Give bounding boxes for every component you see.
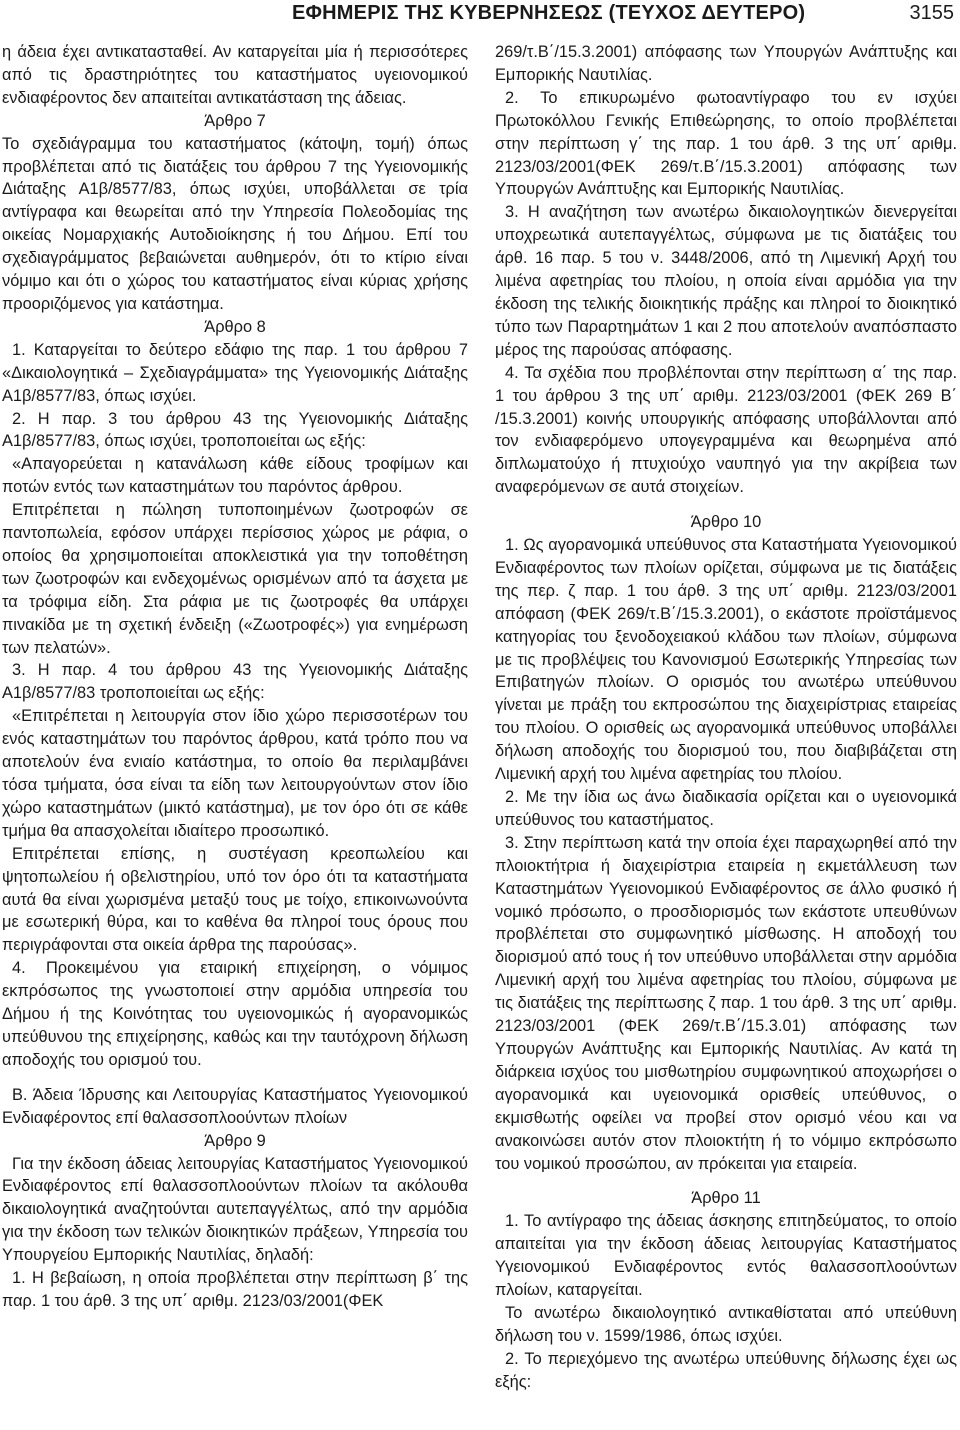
- paragraph: η άδεια έχει αντικατασταθεί. Αν καταργείται μία ή περισσότερες από τις δραστηριότητες του καταστήματος υγειονομικού ενδιαφέροντος δεν απαιτείται αντικατάσταση της άδειας.: [2, 43, 468, 107]
- paragraph: 1. Η βεβαίωση, η οποία προβλέπεται στην περίπτωση β΄ της παρ. 1 του άρθ. 3 της υπ΄ αριθμ. 2123/03/2001(ΦΕΚ: [2, 1269, 468, 1310]
- paragraph: Επιτρέπεται η πώληση τυποποιημένων ζωοτροφών σε παντοπωλεία, εφόσον υπάρχει περίσσιος χώρος με ράφια, ο οποίος θα χρησιμοποιείται αποκλειστικά για την τοποθέτηση των ζωοτροφών και ενδεχομένως ορισμένων από τα άσχετα με τα τρόφιμα είδη. Στα ράφια με τις ζωοτροφές θα υπάρχει πινακίδα με τη σχετική ένδειξη («Ζωοτροφές») για ενημέρωση των πελατών».: [2, 501, 468, 657]
- paragraph: Το σχεδιάγραμμα του καταστήματος (κάτοψη, τομή) όπως προβλέπεται από τις διατάξεις του άρθρου 7 της Υγειονομικής Διάταξης Α1β/8577/83, όπως ισχύει, υποβάλλεται σε τρία αντίγραφα και θεωρείται από την Υπηρεσία Πολεοδομίας της οικείας Νομαρχιακής Αυτοδιοίκησης ή του Δήμου. Επί του σχεδιαγράμματος βεβαιώνεται αυθημερόν, ότι το κτίριο είναι νόμιμο και ότι ο χώρος του καταστήματος είναι κύριας χρήσης προοριζόμενος για κατάστημα.: [2, 134, 468, 313]
- paragraph: 1. Το αντίγραφο της άδειας άσκησης επιτηδεύματος, το οποίο απαιτείται για την έκδοση άδειας λειτουργίας Καταστήματος Υγειονομικού Ενδιαφέροντος εντός θαλασσοπλοούντων πλοίων, καταργείται.: [495, 1212, 957, 1300]
- article-9-heading: Άρθρο 9: [204, 1131, 266, 1150]
- paragraph: Το ανωτέρω δικαιολογητικό αντικαθίσταται από υπεύθυνη δήλωση του ν. 1599/1986, όπως ισχύει.: [495, 1303, 957, 1345]
- left-column: [2, 41, 468, 1313]
- page-number: 3155: [909, 2, 954, 24]
- paragraph: 2. Το περιεχόμενο της ανωτέρω υπεύθυνης δήλωσης έχει ως εξής:: [495, 1349, 957, 1391]
- page-header: [0, 0, 960, 40]
- article-11-heading: Άρθρο 11: [691, 1189, 761, 1208]
- paragraph: 4. Τα σχέδια που προβλέπονται στην περίπτωση α΄ της παρ. 1 του άρθρου 3 της υπ΄ αριθμ. 2123/03/2001 (ΦΕΚ 269 Β΄ /15.3.2001) κοινής υπουργικής απόφασης υποβάλλονται από τον ενδιαφερόμενο υπογεγραμμένα και θεωρημένα από διπλωματούχο ή πτυχιούχο ναυπηγό για την ακρίβεια των αναφερόμενων σε αυτά στοιχείων.: [495, 363, 957, 497]
- paragraph: 1. Ως αγορανομικά υπεύθυνος στα Καταστήματα Υγειονομικού Ενδιαφέροντος των πλοίων ορίζεται, σύμφωνα με τις διατάξεις της περ. ζ παρ. 1 του άρθ. 3 της υπ΄ αριθμ. 2123/03/2001 απόφαση (ΦΕΚ 269/τ.Β΄/15.3.2001), ο εκάστοτε προϊστάμενος κατηγορίας του ξενοδοχειακού κλάδου των πλοίων, σύμφωνα με τις προβλέψεις του Κανονισμού Εσωτερικής Υπηρεσίας των Επιβατηγών πλοίων. Ο ορισμός του ανωτέρω υπεύθυνου γίνεται με πράξη του εκπροσώπου της διαχειρίστριας εταιρείας του πλοίου. Ο ορισθείς ως αγορανομικά υπεύθυνος υποβάλλει δήλωση αποδοχής του διορισμού του, που διαβιβάζεται στη Λιμενική αρχή του λιμένα αφετηρίας του πλοίου.: [495, 536, 957, 784]
- paragraph: Επιτρέπεται επίσης, η συστέγαση κρεοπωλείου και ψητοπωλείου ή οβελιστηρίου, υπό τον όρο ότι τα καταστήματα αυτά θα είναι χωρισμένα μεταξύ τους με τοίχο, επικοινωνούντα με εσωτερική θύρα, και το καθένα θα πληροί τους όρους που περιγράφονται στα οικεία άρθρα της παρούσας».: [2, 844, 468, 955]
- section-b-heading: Β. Άδεια Ίδρυσης και Λειτουργίας Καταστήματος Υγειονομικού Ενδιαφέροντος επί θαλασσοπλοούντων πλοίων: [2, 1085, 468, 1127]
- paragraph: 2. Το επικυρωμένο φωτοαντίγραφο του εν ισχύει Πρωτοκόλλου Γενικής Επιθεώρησης, το οποίο προβλέπεται στην περίπτωση γ΄ της παρ. 1 του άρθ. 3 της υπ΄ αριθμ. 2123/03/2001(ΦΕΚ 269/τ.Β΄/15.3.2001) απόφασης των Υπουργών Ανάπτυξης και Εμπορικής Ναυτιλίας.: [495, 88, 957, 199]
- article-10-heading: Άρθρο 10: [690, 513, 762, 532]
- gazette-title: ΕΦΗΜΕΡΙΣ ΤΗΣ ΚΥΒΕΡΝΗΣΕΩΣ (ΤΕΥΧΟΣ ΔΕΥΤΕΡΟ): [292, 2, 806, 24]
- paragraph: 3. Στην περίπτωση κατά την οποία έχει παραχωρηθεί από την πλοιοκτήτρια ή διαχειρίστρια εταιρεία η εκμετάλλευση των Καταστημάτων Υγειονομικού Ενδιαφέροντος σε άλλο φυσικό ή νομικό πρόσωπο, ο προσδιορισμός των εκάστοτε υπευθύνων προβλέπεται στο συμφωνητικό μίσθωσης. Η αποδοχή του διορισμού από τους ή τον υπεύθυνο υποβάλλεται στην αρμόδια Λιμενική αρχή του λιμένα αφετηρίας του πλοίου, σύμφωνα με τις διατάξεις της περίπτωσης ζ παρ. 1 του άρθ. 3 της υπ΄ αριθμ. 2123/03/2001 (ΦΕΚ 269/τ.Β΄/15.3.01) απόφασης των Υπουργών Ανάπτυξης και Εμπορικής Ναυτιλίας. Αν κατά τη διάρκεια ισχύος του μισθωτηρίου συμφωνητικού αποχωρήσει ο αγορανομικά και υγειονομικά ορισθείς υπεύθυνος, ο εκμισθωτής οφείλει να προβεί στον ορισμό νέου και να ανακοινώσει αυτόν στον πλοιοκτήτη ή το νόμιμο εκπρόσωπο του νομικού προσώπου, αν πρόκειται για εταιρεία.: [495, 833, 957, 1173]
- paragraph: «Απαγορεύεται η κατανάλωση κάθε είδους τροφίμων και ποτών εντός των καταστημάτων του παρόντος άρθρου.: [2, 455, 468, 497]
- paragraph: 269/τ.Β΄/15.3.2001) απόφασης των Υπουργών Ανάπτυξης και Εμπορικής Ναυτιλίας.: [495, 43, 957, 84]
- paragraph: 3. Η παρ. 4 του άρθρου 43 της Υγειονομικής Διάταξης Α1β/8577/83 τροποποιείται ως εξής:: [2, 661, 468, 703]
- article-8-heading: Άρθρο 8: [204, 317, 266, 336]
- paragraph: Για την έκδοση άδειας λειτουργίας Καταστήματος Υγειονομικού Ενδιαφέροντος επί θαλασσοπλοούντων πλοίων τα ακόλουθα δικαιολογητικά αναζητούνται αυτεπαγγέλτως, από την αρμόδια για την έκδοση των τελικών διοικητικών πράξεων, Υπηρεσία του Υπουργείου Εμπορικής Ναυτιλίας, δηλαδή:: [2, 1154, 468, 1265]
- paragraph: 2. Η παρ. 3 του άρθρου 43 της Υγειονομικής Διάταξης Α1β/8577/83, όπως ισχύει, τροποποιείται ως εξής:: [2, 409, 468, 451]
- right-column: [495, 41, 957, 1394]
- paragraph: 4. Προκειμένου για εταιρική επιχείρηση, ο νόμιμος εκπρόσωπος της γνωστοποιεί στην αρμόδια υπηρεσία του Δήμου ή της Κοινότητας του υγειονομικώς ή αγορανομικώς υπεύθυνου της επιχείρησης, καθώς και την ταυτόχρονη δήλωση αποδοχής του ορισμού του.: [2, 959, 468, 1069]
- paragraph: 2. Με την ίδια ως άνω διαδικασία ορίζεται και ο υγειονομικά υπεύθυνος του καταστήματος.: [495, 788, 957, 829]
- paragraph: 3. Η αναζήτηση των ανωτέρω δικαιολογητικών διενεργείται υποχρεωτικά αυτεπαγγέλτως, σύμφωνα με τις διατάξεις του άρθ. 16 παρ. 5 του ν. 3448/2006, από τη Λιμενική Αρχή του λιμένα αφετηρίας του πλοίου, η οποία είναι αρμόδια για την έκδοση της τελικής διοικητικής πράξης και πληροί το διοικητικό τύπο των Παραρτημάτων 1 και 2 που αποτελούν αναπόσπαστο μέρος της παρούσας απόφασης.: [495, 203, 957, 359]
- paragraph: «Επιτρέπεται η λειτουργία στον ίδιο χώρο περισσοτέρων του ενός καταστημάτων του παρόντος άρθρου, κατά τρόπο που να αποτελούν ένα ενιαίο κατάστημα, το οποίο θα περιλαμβάνει τόσα τμήματα, όσα είναι τα είδη των λειτουργούντων στον ίδιο χώρο καταστημάτων (μικτό κατάστημα), με τον όρο ότι σε κάθε τμήμα θα απασχολείται ιδιαίτερο προσωπικό.: [2, 707, 468, 840]
- article-7-heading: Άρθρο 7: [204, 111, 266, 130]
- paragraph: 1. Καταργείται το δεύτερο εδάφιο της παρ. 1 του άρθρου 7 «Δικαιολογητικά – Σχεδιαγράμματα» της Υγειονομικής Διάταξης Α1β/8577/83, όπως ισχύει.: [2, 340, 468, 405]
